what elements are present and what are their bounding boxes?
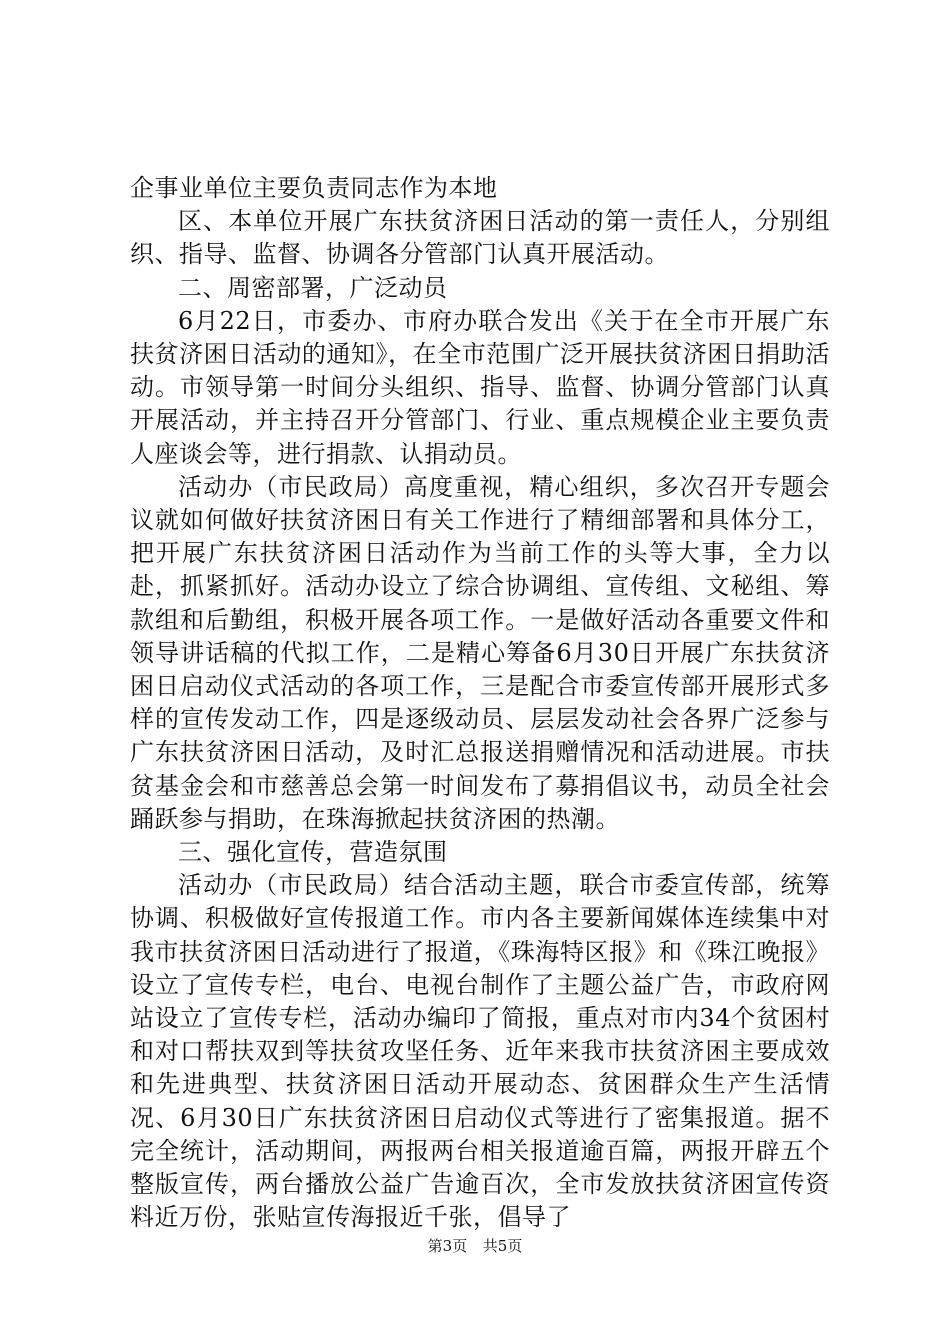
page-number: 第3页 (427, 1237, 468, 1255)
section-heading-deployment: 二、周密部署，广泛动员 (178, 273, 448, 302)
paragraph-notice: 6月22日，市委办、市府办联合发出《关于在全市开展广东扶贫济困日活动的通知》，在全市范围广泛开展扶贫济困日捐助活动。市领导第一时间分头组织、指导、监督、协调分管部门认真开展活动，并主持召开分管部门、行业、重点规模企业主要负责人座谈会等，进行捐款、认捐动员。 (130, 306, 830, 468)
page-footer (0, 1236, 950, 1256)
paragraph-publicity: 活动办（市民政局）结合活动主题，联合市委宣传部，统筹协调、积极做好宣传报道工作。市内各主要新闻媒体连续集中对我市扶贫济困日活动进行了报道，《珠海特区报》和《珠江晚报》设立了宣传专栏，电台、电视台制作了主题公益广告，市政府网站设立了宣传专栏，活动办编印了简报，重点对市内34个贫困村和对口帮扶双到等扶贫攻坚任务、近年来我市扶贫济困主要成效和先进典型、扶贫济困日活动开展动态、贫困群众生产生活情况、6月30日广东扶贫济困日启动仪式等进行了密集报道。据不完全统计，活动期间，两报两台相关报道逾百篇，两报开辟五个整版宣传，两台播放公益广告逾百次，全市发放扶贫济困宣传资料近万份，张贴宣传海报近千张，倡导了 (130, 871, 830, 1232)
paragraph-responsibility: 区、本单位开展广东扶贫济困日活动的第一责任人，分别组织、指导、监督、协调各分管部门认真开展活动。 (130, 207, 830, 269)
total-pages: 共5页 (482, 1237, 523, 1255)
document-body (130, 172, 830, 1235)
paragraph-continuation: 企事业单位主要负责同志作为本地 (130, 174, 498, 202)
paragraph-organization: 活动办（市民政局）高度重视，精心组织，多次召开专题会议就如何做好扶贫济困日有关工作进行了精细部署和具体分工，把开展广东扶贫济困日活动作为当前工作的头等大事，全力以赴，抓紧抓好。活动办设立了综合协调组、宣传组、文秘组、筹款组和后勤组，积极开展各项工作。一是做好活动各重要文件和领导讲话稿的代拟工作，二是精心筹备6月30日开展广东扶贫济困日启动仪式活动的各项工作，三是配合市委宣传部开展形式多样的宣传发动工作，四是逐级动员、层层发动社会各界广泛参与广东扶贫济困日活动，及时汇总报送捐赠情况和活动进展。市扶贫基金会和市慈善总会第一时间发布了募捐倡议书，动员全社会踊跃参与捐助，在珠海掀起扶贫济困的热潮。 (130, 472, 830, 833)
section-heading-publicity: 三、强化宣传，营造氛围 (178, 838, 448, 867)
